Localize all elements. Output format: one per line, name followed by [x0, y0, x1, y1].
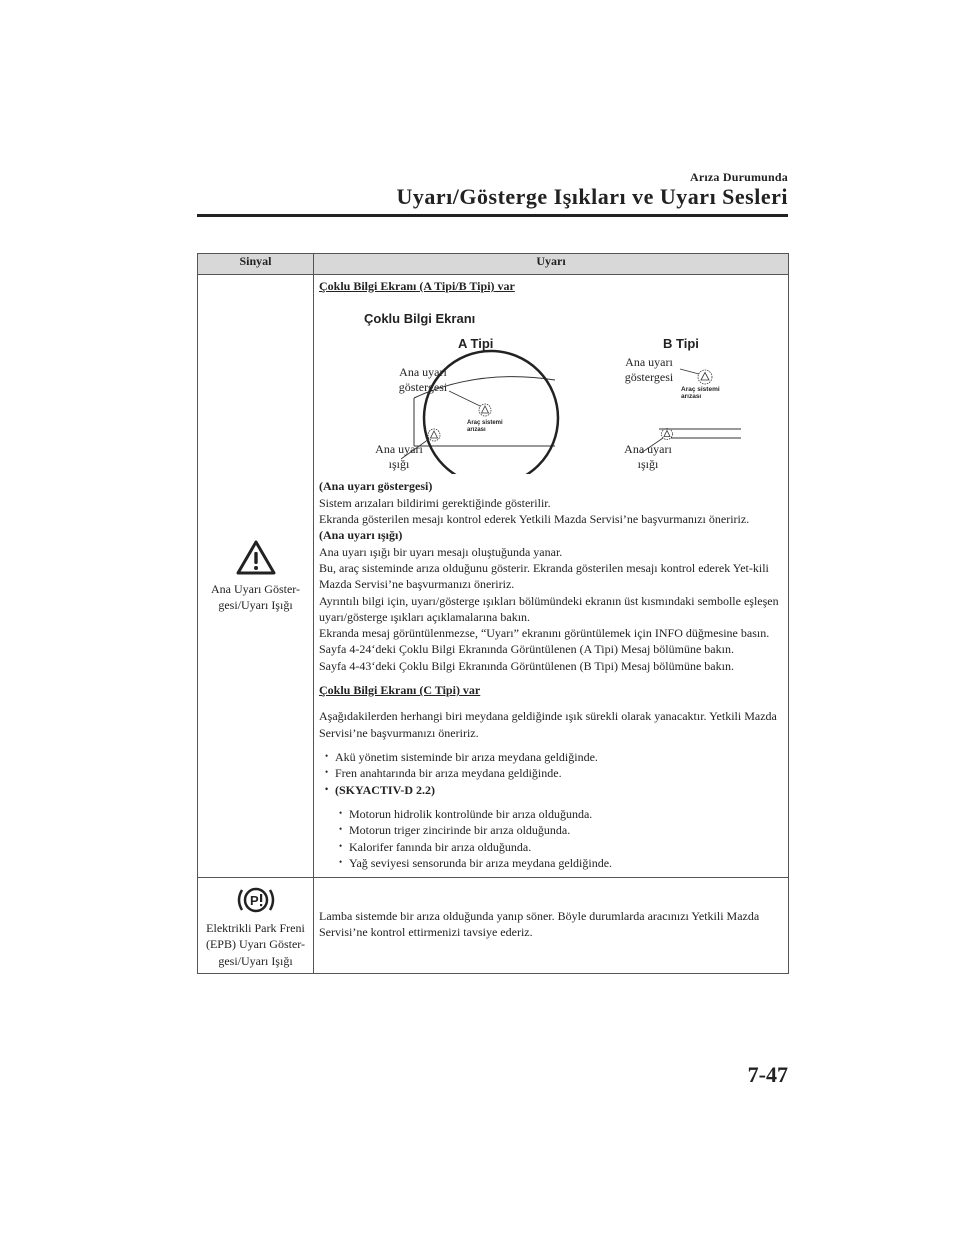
warning-cell: [314, 275, 789, 878]
header-rule: [197, 214, 788, 217]
b-label-indicator: Ana uyarı göstergesi: [624, 355, 674, 385]
reference-1: Sayfa 4-24‘deki Çoklu Bilgi Ekranında Görüntülenen (A Tipi) Mesaj bölümüne bakın.: [319, 642, 734, 657]
figure-type-a: A Tipi: [458, 336, 494, 352]
indicator-heading: (Ana uyarı göstergesi): [319, 479, 433, 494]
list-item: • Yağ seviyesi sensorunda bir arıza meydana geldiğinde.: [339, 855, 783, 871]
page-title: Uyarı/Gösterge Işıkları ve Uyarı Sesleri: [396, 184, 788, 209]
a-label-indicator: Ana uyarı göstergesi: [398, 365, 448, 395]
warning-table: [197, 253, 789, 974]
light-text-1: Ana uyarı ışığı bir uyarı mesajı oluştuğunda yanar.: [319, 544, 563, 559]
condition-list: [319, 749, 783, 798]
heading-ab: Çoklu Bilgi Ekranı (A Tipi/B Tipi) var: [319, 279, 515, 293]
heading-c: Çoklu Bilgi Ekranı (C Tipi) var: [319, 683, 481, 698]
signal-cell: [198, 275, 314, 878]
table-row: [198, 275, 789, 878]
table-row: [198, 878, 789, 974]
light-text-3: Ayrıntılı bilgi için, uyarı/gösterge ışıkları bölümündeki ekranın üst kısmındaki sembolle eşleşen uyarı/gösterge ışıkları açıklamalarına bakın.: [319, 593, 779, 624]
figure-title: Çoklu Bilgi Ekranı: [364, 311, 476, 327]
a-label-light: Ana uyarı ışığı: [375, 442, 423, 472]
list-item: • (SKYACTIV-D 2.2): [325, 782, 783, 798]
indicator-text-1: Sistem arızaları bildirimi gerektiğinde gösterilir.: [319, 495, 551, 510]
b-indicator-icon: [698, 370, 712, 384]
warning-triangle-icon: [235, 539, 277, 577]
reference-2: Sayfa 4-43‘deki Çoklu Bilgi Ekranında Görüntülenen (B Tipi) Mesaj bölümüne bakın.: [319, 658, 734, 673]
indicator-text-2: Ekranda gösterilen mesajı kontrol ederek Yetkili Mazda Servisi’ne başvurmanızı öneririz.: [319, 511, 750, 526]
a-icon-caption: Araç sistemi arızası: [467, 420, 503, 433]
display-figure: [319, 298, 783, 474]
b-label-light: Ana uyarı ışığı: [624, 442, 672, 472]
page-number: 7-47: [747, 1062, 788, 1087]
c-text: Aşağıdakilerden herhangi biri meydana geldiğinde ışık sürekli olarak yanacaktır. Yetkili Mazda Servisi’ne başvurmanızı öneririz.: [319, 709, 777, 740]
a-indicator-icon: [479, 404, 491, 416]
column-header-signal: Sinyal: [198, 254, 314, 275]
light-text-2: Bu, araç sisteminde arıza olduğunu gösterir. Ekranda gösterilen mesajı kontrol ederek Yet-kili Mazda Servisi’ne başvurmanızı öneririz.: [319, 560, 769, 592]
light-text-4: Ekranda mesaj görüntülenmezse, “Uyarı” ekranını görüntülemek için INFO düğmesine basın.: [319, 626, 770, 641]
section-label: Arıza Durumunda: [689, 170, 788, 184]
column-header-warning: Uyarı: [314, 254, 789, 275]
list-item: • Motorun hidrolik kontrolünde bir arıza olduğunda.: [339, 806, 783, 822]
b-light-icon: [662, 429, 673, 440]
figure-type-b: B Tipi: [663, 336, 699, 352]
table-header-row: [198, 254, 789, 275]
list-item: • Motorun triger zincirinde bir arıza olduğunda.: [339, 822, 783, 838]
epb-warning-icon: [234, 884, 278, 916]
list-item: • Fren anahtarında bir arıza meydana geldiğinde.: [325, 765, 783, 781]
a-light-icon: [428, 429, 440, 441]
signal-label: Elektrikli Park Freni (EPB) Uyarı Göster-gesi/Uyarı Işığı: [205, 921, 306, 968]
signal-cell: [198, 878, 314, 974]
sub-condition-list: [319, 806, 783, 871]
list-item: • Akü yönetim sisteminde bir arıza meydana geldiğinde.: [325, 749, 783, 765]
signal-label: Ana Uyarı Göster-gesi/Uyarı Işığı: [210, 581, 301, 613]
b-icon-caption: Araç sistemi arızası: [681, 386, 720, 401]
light-heading: (Ana uyarı ışığı): [319, 528, 403, 543]
list-item: • Kalorifer fanında bir arıza olduğunda.: [339, 839, 783, 855]
epb-text: Lamba sistemde bir arıza olduğunda yanıp söner. Böyle durumlarda aracınızı Yetkili Mazda Servisi’ne kontrol ettirmenizi tavsiye ederiz.: [319, 908, 760, 939]
svg-text:P: P: [249, 893, 259, 909]
warning-cell: [314, 878, 789, 974]
